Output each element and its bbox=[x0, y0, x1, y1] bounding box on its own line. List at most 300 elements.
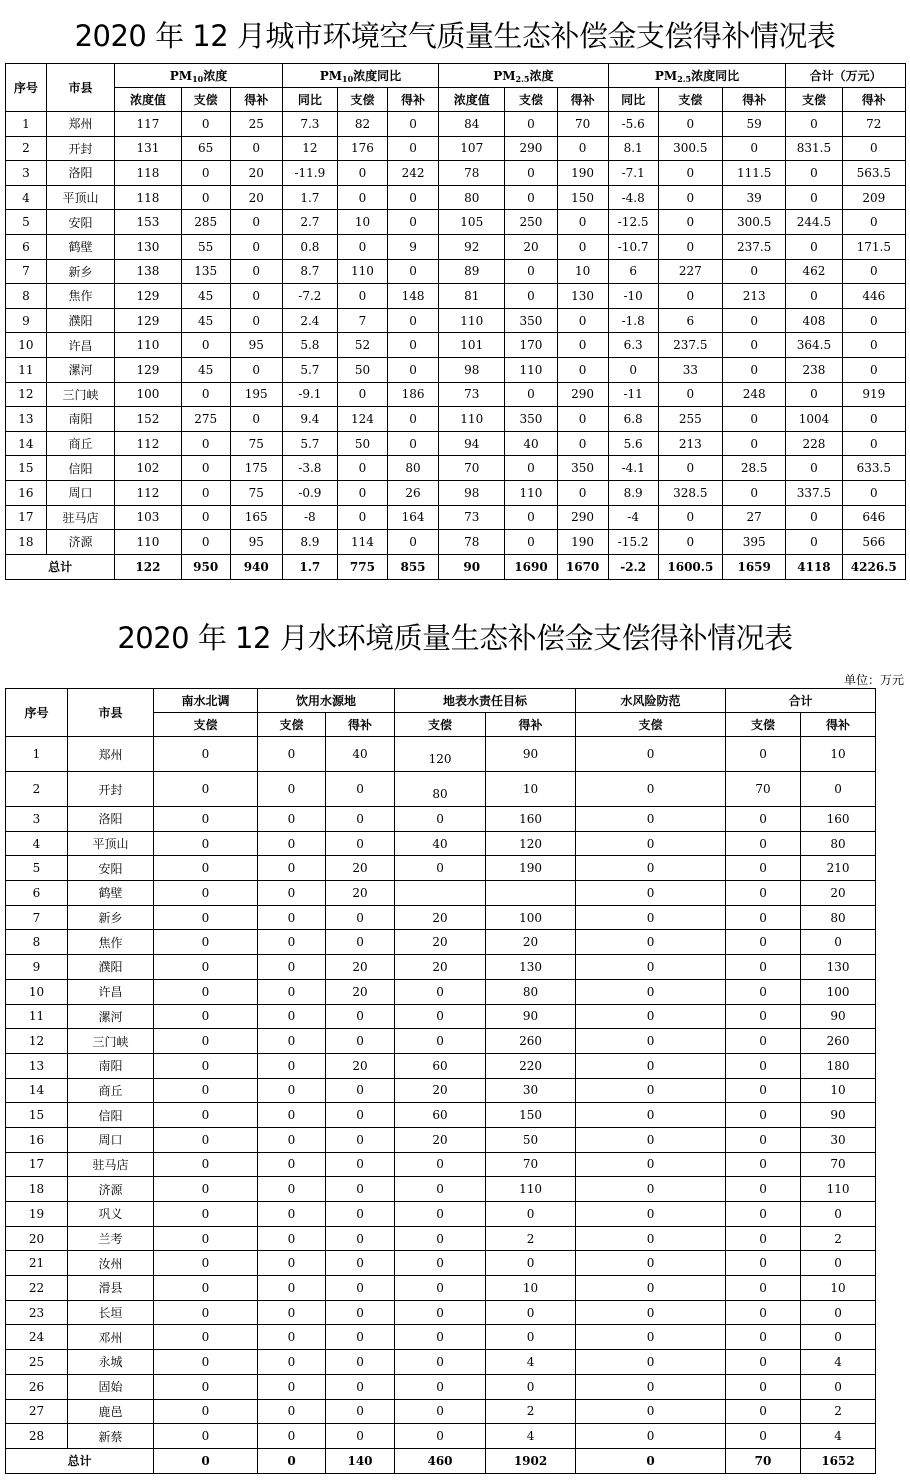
cell-value: 120 bbox=[428, 752, 452, 766]
table-cell: 0 bbox=[726, 1251, 801, 1276]
city-cell: 固始 bbox=[68, 1374, 154, 1399]
table-row bbox=[6, 930, 876, 955]
table-cell: 0 bbox=[326, 1004, 395, 1029]
city-cell: 周口 bbox=[46, 480, 114, 505]
table-cell: 0 bbox=[576, 1276, 726, 1301]
table-cell: 50 bbox=[337, 431, 387, 456]
table-cell: 0 bbox=[258, 905, 326, 930]
table-cell: 20 bbox=[395, 955, 486, 980]
table-cell: 0 bbox=[154, 1177, 258, 1202]
table-cell: 11 bbox=[6, 1004, 68, 1029]
city-cell: 滑县 bbox=[68, 1276, 154, 1301]
sub-header-cell: 支偿 bbox=[337, 88, 387, 112]
table-cell: 27 bbox=[723, 505, 786, 530]
header-pm10: $PM_{10}$浓度 bbox=[115, 64, 283, 88]
table-cell: 114 bbox=[337, 530, 387, 555]
city-cell: 开封 bbox=[46, 136, 114, 161]
city-cell: 三门峡 bbox=[68, 1029, 154, 1054]
table-cell: 20 bbox=[801, 881, 876, 906]
table-cell: 33 bbox=[658, 357, 722, 382]
table-cell: 0 bbox=[723, 333, 786, 358]
table-cell: 213 bbox=[723, 284, 786, 309]
table-cell: 0 bbox=[726, 856, 801, 881]
total-cell: 122 bbox=[115, 554, 181, 579]
table-cell: 135 bbox=[181, 259, 230, 284]
sub-header-cell: 支偿 bbox=[786, 88, 842, 112]
city-cell: 汝州 bbox=[68, 1251, 154, 1276]
table-cell: 0 bbox=[230, 210, 282, 235]
table-cell: 80 bbox=[801, 831, 876, 856]
table-cell: 0 bbox=[154, 737, 258, 772]
total-cell: 70 bbox=[726, 1448, 801, 1473]
total-cell: 1690 bbox=[505, 554, 557, 579]
table-cell: 0 bbox=[326, 1399, 395, 1424]
table-cell: 0 bbox=[154, 1053, 258, 1078]
table-cell: 0 bbox=[326, 831, 395, 856]
sub-header-cell: 得补 bbox=[723, 88, 786, 112]
table-cell: 165 bbox=[230, 505, 282, 530]
city-cell: 济源 bbox=[68, 1177, 154, 1202]
table-cell: 0 bbox=[154, 1399, 258, 1424]
city-cell: 鹤壁 bbox=[68, 881, 154, 906]
table-cell: 16 bbox=[6, 1127, 68, 1152]
table-cell: 0 bbox=[154, 1127, 258, 1152]
table-cell: 0 bbox=[608, 357, 658, 382]
table-cell: 0 bbox=[726, 831, 801, 856]
table-cell: 0 bbox=[801, 1374, 876, 1399]
table-cell: 0 bbox=[258, 772, 326, 807]
table-cell: 0 bbox=[258, 807, 326, 832]
table-cell: 45 bbox=[181, 357, 230, 382]
table-row bbox=[6, 1202, 876, 1227]
table-cell: 190 bbox=[486, 856, 576, 881]
city-cell: 漯河 bbox=[46, 357, 114, 382]
table-cell: 0 bbox=[486, 1300, 576, 1325]
table-cell bbox=[395, 881, 486, 906]
table-cell: 90 bbox=[801, 1103, 876, 1128]
table-cell: 101 bbox=[439, 333, 505, 358]
table-cell: 0 bbox=[842, 136, 905, 161]
water-header-drinking: 饮用水源地 bbox=[258, 689, 395, 713]
table-cell: 0 bbox=[258, 881, 326, 906]
table-cell bbox=[395, 772, 486, 807]
table-row bbox=[6, 1325, 876, 1350]
city-cell: 平顶山 bbox=[46, 185, 114, 210]
table-cell: 26 bbox=[6, 1374, 68, 1399]
table-cell: 16 bbox=[6, 480, 47, 505]
table-cell: 138 bbox=[115, 259, 181, 284]
table-cell: 0 bbox=[842, 407, 905, 432]
table-cell: 0 bbox=[505, 185, 557, 210]
table-cell: 0 bbox=[154, 1078, 258, 1103]
total-cell: 1659 bbox=[723, 554, 786, 579]
table-cell: 11 bbox=[6, 357, 47, 382]
table-cell: 2 bbox=[6, 136, 47, 161]
table-cell: 14 bbox=[6, 431, 47, 456]
table-cell: 27 bbox=[6, 1399, 68, 1424]
table-cell: 1.7 bbox=[282, 185, 337, 210]
city-cell: 南阳 bbox=[68, 1053, 154, 1078]
table-cell: 0 bbox=[230, 259, 282, 284]
table-cell: 0 bbox=[723, 357, 786, 382]
water-group-header-row bbox=[6, 689, 876, 713]
sub-header-cell: 得补 bbox=[387, 88, 438, 112]
table-cell: -7.2 bbox=[282, 284, 337, 309]
table-cell: 0 bbox=[337, 185, 387, 210]
table-cell: 12 bbox=[6, 382, 47, 407]
table-cell: 8.9 bbox=[608, 480, 658, 505]
table-cell: 13 bbox=[6, 407, 47, 432]
table-cell: 831.5 bbox=[786, 136, 842, 161]
table-cell: 10 bbox=[6, 333, 47, 358]
table-cell: 0 bbox=[557, 234, 608, 259]
total-cell: 1652 bbox=[801, 1448, 876, 1473]
table-cell: 152 bbox=[115, 407, 181, 432]
table-cell: 98 bbox=[439, 357, 505, 382]
table-cell: 80 bbox=[801, 905, 876, 930]
table-cell: 100 bbox=[115, 382, 181, 407]
table-cell: 1 bbox=[6, 737, 68, 772]
table-cell: 23 bbox=[6, 1300, 68, 1325]
table-cell: 0 bbox=[258, 1350, 326, 1375]
table-cell: 0 bbox=[658, 530, 722, 555]
table-cell: 0 bbox=[326, 1029, 395, 1054]
table-cell: 40 bbox=[395, 831, 486, 856]
table-cell: 0 bbox=[395, 1251, 486, 1276]
air-group-header-row bbox=[6, 64, 906, 88]
table-cell: 148 bbox=[387, 284, 438, 309]
table-cell: 0 bbox=[337, 284, 387, 309]
table-cell: 0 bbox=[230, 284, 282, 309]
table-cell: 0 bbox=[786, 284, 842, 309]
table-row bbox=[6, 1226, 876, 1251]
table-cell: 395 bbox=[723, 530, 786, 555]
sub-header-cell: 得补 bbox=[326, 713, 395, 737]
table-cell: 0 bbox=[154, 1300, 258, 1325]
table-cell: 0 bbox=[326, 1177, 395, 1202]
table-cell: 0 bbox=[258, 1029, 326, 1054]
table-cell: 45 bbox=[181, 284, 230, 309]
table-cell: 0 bbox=[230, 234, 282, 259]
table-cell: -11 bbox=[608, 382, 658, 407]
table-row bbox=[6, 357, 906, 382]
table-cell: 0 bbox=[337, 456, 387, 481]
table-cell: 290 bbox=[505, 136, 557, 161]
table-cell: 0 bbox=[326, 1103, 395, 1128]
table-cell: 0 bbox=[505, 530, 557, 555]
table-cell: 0 bbox=[395, 1029, 486, 1054]
table-cell: 0 bbox=[842, 431, 905, 456]
table-cell: 0 bbox=[576, 807, 726, 832]
table-cell: 0 bbox=[486, 1325, 576, 1350]
air-table-title: 2020 年 12 月城市环境空气质量生态补偿金支偿得补情况表 bbox=[74, 19, 836, 53]
water-header-total: 合计 bbox=[726, 689, 876, 713]
table-cell: 0 bbox=[726, 1276, 801, 1301]
table-cell: 100 bbox=[486, 905, 576, 930]
table-cell: 0 bbox=[395, 1399, 486, 1424]
table-cell: 0 bbox=[801, 1202, 876, 1227]
table-cell: 0 bbox=[154, 831, 258, 856]
table-cell: 0 bbox=[505, 259, 557, 284]
table-cell: 300.5 bbox=[723, 210, 786, 235]
table-cell: 8.7 bbox=[282, 259, 337, 284]
table-cell: 4 bbox=[801, 1350, 876, 1375]
total-cell: 90 bbox=[439, 554, 505, 579]
table-cell: 0 bbox=[326, 930, 395, 955]
table-cell: 0 bbox=[557, 407, 608, 432]
table-row bbox=[6, 456, 906, 481]
table-cell: 0 bbox=[395, 1300, 486, 1325]
table-cell: 0 bbox=[726, 955, 801, 980]
table-cell: 78 bbox=[439, 161, 505, 186]
table-cell: 0 bbox=[576, 1424, 726, 1449]
table-cell: 73 bbox=[439, 505, 505, 530]
table-cell: 2 bbox=[801, 1226, 876, 1251]
city-cell: 长垣 bbox=[68, 1300, 154, 1325]
table-cell: 0 bbox=[181, 185, 230, 210]
table-cell: 228 bbox=[786, 431, 842, 456]
table-cell: 20 bbox=[505, 234, 557, 259]
total-cell: -2.2 bbox=[608, 554, 658, 579]
table-cell: 237.5 bbox=[658, 333, 722, 358]
table-cell: 0 bbox=[258, 1103, 326, 1128]
table-cell: 0 bbox=[723, 308, 786, 333]
sub-header-cell: 支偿 bbox=[154, 713, 258, 737]
table-cell: 0 bbox=[557, 210, 608, 235]
table-cell: 0 bbox=[726, 930, 801, 955]
city-cell: 商丘 bbox=[68, 1078, 154, 1103]
table-cell: 20 bbox=[395, 930, 486, 955]
city-cell: 洛阳 bbox=[46, 161, 114, 186]
total-row bbox=[6, 1448, 876, 1473]
table-cell: 0 bbox=[258, 930, 326, 955]
table-cell: 110 bbox=[115, 333, 181, 358]
header-pm10-yoy: $PM_{10}$浓度同比 bbox=[282, 64, 438, 88]
table-cell: 0 bbox=[387, 530, 438, 555]
table-cell: 60 bbox=[395, 1053, 486, 1078]
table-cell: 0 bbox=[576, 1251, 726, 1276]
table-cell: 300.5 bbox=[658, 136, 722, 161]
table-cell: 160 bbox=[801, 807, 876, 832]
table-cell: 102 bbox=[115, 456, 181, 481]
table-cell: 131 bbox=[115, 136, 181, 161]
table-cell: 28.5 bbox=[723, 456, 786, 481]
table-cell: 0 bbox=[557, 480, 608, 505]
table-cell: 0 bbox=[258, 1177, 326, 1202]
table-cell: 0 bbox=[154, 772, 258, 807]
total-cell: 940 bbox=[230, 554, 282, 579]
table-cell: 0 bbox=[726, 1078, 801, 1103]
table-cell: 0 bbox=[726, 905, 801, 930]
table-cell: 0 bbox=[326, 905, 395, 930]
table-cell: 0 bbox=[230, 308, 282, 333]
table-cell: 238 bbox=[786, 357, 842, 382]
table-cell: 0 bbox=[326, 1226, 395, 1251]
table-cell: -0.9 bbox=[282, 480, 337, 505]
sub-header-cell: 同比 bbox=[608, 88, 658, 112]
table-cell: 150 bbox=[557, 185, 608, 210]
water-header-seq: 序号 bbox=[6, 689, 68, 737]
sub-header-cell: 支偿 bbox=[181, 88, 230, 112]
table-cell: 82 bbox=[337, 112, 387, 137]
table-cell: 350 bbox=[505, 407, 557, 432]
table-cell: 160 bbox=[486, 807, 576, 832]
table-cell: 0 bbox=[557, 308, 608, 333]
table-cell: 130 bbox=[557, 284, 608, 309]
table-cell: 0 bbox=[576, 1399, 726, 1424]
table-cell: 0 bbox=[726, 1399, 801, 1424]
table-cell: 0 bbox=[576, 1152, 726, 1177]
table-cell: -1.8 bbox=[608, 308, 658, 333]
table-cell: 209 bbox=[842, 185, 905, 210]
table-cell: 0 bbox=[801, 1300, 876, 1325]
table-cell bbox=[486, 881, 576, 906]
header-pm25-yoy: $PM_{2.5}$浓度同比 bbox=[608, 64, 786, 88]
table-cell: 0 bbox=[387, 357, 438, 382]
table-cell: 0 bbox=[726, 1103, 801, 1128]
table-cell: -8 bbox=[282, 505, 337, 530]
table-cell: 260 bbox=[801, 1029, 876, 1054]
table-cell: 328.5 bbox=[658, 480, 722, 505]
table-cell: 24 bbox=[6, 1325, 68, 1350]
table-cell: 3 bbox=[6, 807, 68, 832]
table-cell: 0 bbox=[258, 1127, 326, 1152]
table-cell: 130 bbox=[115, 234, 181, 259]
city-cell: 兰考 bbox=[68, 1226, 154, 1251]
table-cell: 0 bbox=[576, 1374, 726, 1399]
sub-header-cell: 得补 bbox=[557, 88, 608, 112]
total-cell: 1670 bbox=[557, 554, 608, 579]
table-cell: -5.6 bbox=[608, 112, 658, 137]
table-cell: 0 bbox=[505, 382, 557, 407]
table-cell: 0 bbox=[576, 881, 726, 906]
table-cell: 20 bbox=[326, 856, 395, 881]
table-row bbox=[6, 1127, 876, 1152]
table-cell: 6 bbox=[658, 308, 722, 333]
table-cell: 0 bbox=[726, 1127, 801, 1152]
table-cell: 12 bbox=[282, 136, 337, 161]
sub-header-cell: 得补 bbox=[842, 88, 905, 112]
table-cell: 10 bbox=[801, 1276, 876, 1301]
table-cell: 0 bbox=[387, 185, 438, 210]
table-cell: 4 bbox=[6, 185, 47, 210]
table-cell: 10 bbox=[801, 737, 876, 772]
table-cell: 0 bbox=[576, 1300, 726, 1325]
total-cell: 460 bbox=[395, 1448, 486, 1473]
table-cell: 255 bbox=[658, 407, 722, 432]
table-cell: 175 bbox=[230, 456, 282, 481]
table-cell: 0 bbox=[505, 161, 557, 186]
water-header-south-north: 南水北调 bbox=[154, 689, 258, 713]
table-cell: 170 bbox=[505, 333, 557, 358]
table-cell: 242 bbox=[387, 161, 438, 186]
table-cell: 40 bbox=[326, 737, 395, 772]
city-cell: 商丘 bbox=[46, 431, 114, 456]
table-cell: 0 bbox=[842, 210, 905, 235]
table-cell: 0 bbox=[576, 831, 726, 856]
header-total: 合计（万元） bbox=[786, 64, 906, 88]
table-cell: 18 bbox=[6, 530, 47, 555]
table-cell: 7.3 bbox=[282, 112, 337, 137]
city-cell: 郑州 bbox=[68, 737, 154, 772]
table-cell: 248 bbox=[723, 382, 786, 407]
table-cell: 0 bbox=[395, 1226, 486, 1251]
city-cell: 鹤壁 bbox=[46, 234, 114, 259]
table-cell: 919 bbox=[842, 382, 905, 407]
sub-header-cell: 同比 bbox=[282, 88, 337, 112]
table-cell: 0 bbox=[395, 1374, 486, 1399]
table-cell: 80 bbox=[387, 456, 438, 481]
table-cell: 110 bbox=[505, 357, 557, 382]
table-cell: 59 bbox=[723, 112, 786, 137]
table-cell: 7 bbox=[6, 259, 47, 284]
table-cell: 0 bbox=[387, 210, 438, 235]
city-cell: 安阳 bbox=[46, 210, 114, 235]
table-cell: 237.5 bbox=[723, 234, 786, 259]
table-cell: 0 bbox=[154, 930, 258, 955]
table-cell: -4.8 bbox=[608, 185, 658, 210]
table-row bbox=[6, 1103, 876, 1128]
table-cell: 98 bbox=[439, 480, 505, 505]
table-cell: 6 bbox=[608, 259, 658, 284]
table-cell: 89 bbox=[439, 259, 505, 284]
table-row bbox=[6, 112, 906, 137]
unit-label: 单位：万元 bbox=[843, 673, 904, 687]
table-cell: 0 bbox=[326, 1152, 395, 1177]
table-cell: 0 bbox=[726, 1325, 801, 1350]
table-cell: 0 bbox=[154, 807, 258, 832]
table-cell: 0 bbox=[723, 259, 786, 284]
table-cell: 260 bbox=[486, 1029, 576, 1054]
table-cell: 5.7 bbox=[282, 431, 337, 456]
table-cell: 0 bbox=[658, 456, 722, 481]
table-cell: 10 bbox=[801, 1078, 876, 1103]
table-cell: -11.9 bbox=[282, 161, 337, 186]
table-cell: 118 bbox=[115, 161, 181, 186]
city-cell: 濮阳 bbox=[46, 308, 114, 333]
city-cell: 鹿邑 bbox=[68, 1399, 154, 1424]
table-cell: 0 bbox=[337, 382, 387, 407]
total-cell: 4118 bbox=[786, 554, 842, 579]
table-cell: 0 bbox=[576, 1325, 726, 1350]
table-cell: 0 bbox=[726, 1202, 801, 1227]
table-cell: 0 bbox=[842, 480, 905, 505]
table-cell: 21 bbox=[6, 1251, 68, 1276]
table-cell: 0 bbox=[258, 1152, 326, 1177]
table-cell: 20 bbox=[395, 1127, 486, 1152]
table-cell: 290 bbox=[557, 382, 608, 407]
table-cell: 0 bbox=[326, 807, 395, 832]
table-cell: 0 bbox=[181, 456, 230, 481]
table-cell: 364.5 bbox=[786, 333, 842, 358]
table-cell: 0 bbox=[726, 881, 801, 906]
table-cell: 117 bbox=[115, 112, 181, 137]
table-cell: 462 bbox=[786, 259, 842, 284]
table-cell: 0 bbox=[726, 1374, 801, 1399]
city-cell: 洛阳 bbox=[68, 807, 154, 832]
table-cell: 0 bbox=[486, 1374, 576, 1399]
table-cell: 5.6 bbox=[608, 431, 658, 456]
table-cell: 95 bbox=[230, 530, 282, 555]
table-cell: 0 bbox=[154, 1226, 258, 1251]
table-cell: 0 bbox=[576, 955, 726, 980]
city-cell: 信阳 bbox=[68, 1103, 154, 1128]
table-cell: 5.7 bbox=[282, 357, 337, 382]
table-cell: 150 bbox=[486, 1103, 576, 1128]
table-cell: 111.5 bbox=[723, 161, 786, 186]
table-cell: 0 bbox=[258, 856, 326, 881]
table-cell: 7 bbox=[337, 308, 387, 333]
